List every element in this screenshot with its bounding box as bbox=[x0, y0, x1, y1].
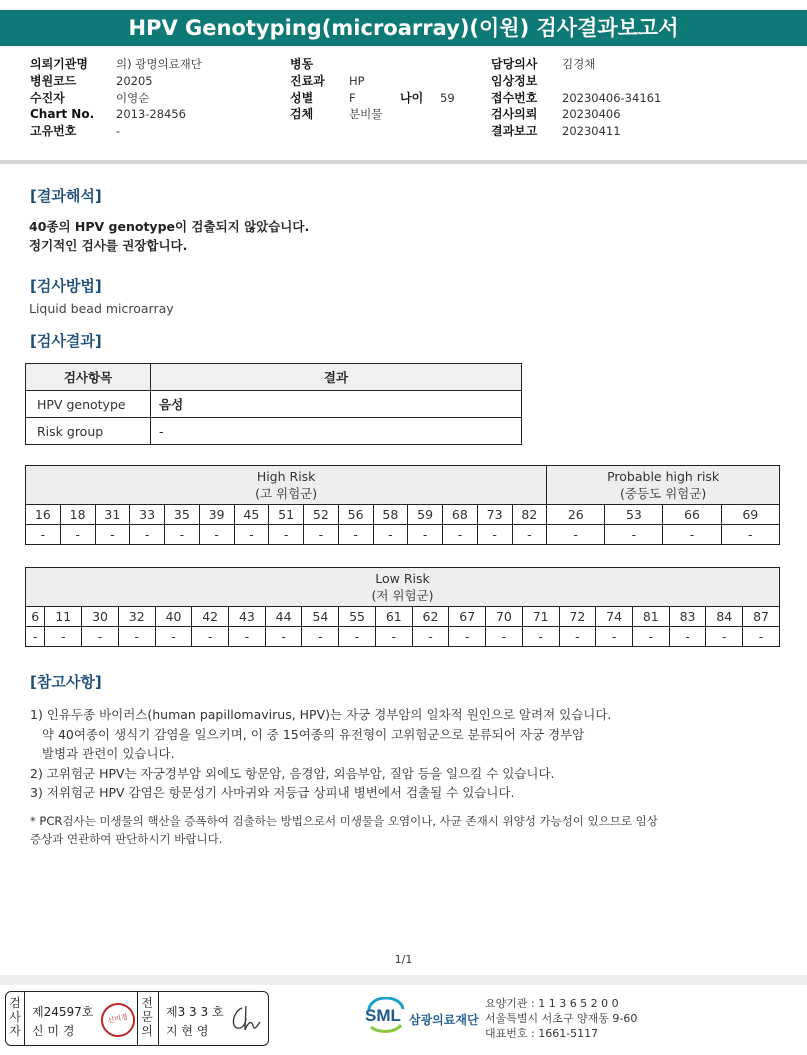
page-number: 1/1 bbox=[394, 953, 413, 966]
genotype-result-cell: - bbox=[192, 627, 229, 647]
result-value: 음성 bbox=[151, 391, 522, 418]
header-field bbox=[30, 73, 202, 90]
genotype-result-cell: - bbox=[669, 627, 706, 647]
section-notes: [참고사항] bbox=[30, 673, 102, 691]
genotype-cell: 51 bbox=[269, 505, 304, 525]
tester-name: 신 미 경 bbox=[32, 1024, 75, 1038]
specialist-name: 지 현 영 bbox=[166, 1024, 209, 1038]
genotype-result-cell: - bbox=[486, 627, 523, 647]
report-title: HPV Genotyping(microarray)(이원) 검사결과보고서 bbox=[0, 10, 807, 46]
field-label: 담당의사 bbox=[491, 57, 538, 71]
genotype-cell: 31 bbox=[95, 505, 130, 525]
table-row bbox=[26, 607, 780, 627]
genotype-result-cell: - bbox=[26, 627, 45, 647]
tester-label: 검 사 자 bbox=[9, 996, 21, 1038]
field-label: 임상정보 bbox=[491, 73, 538, 88]
genotype-cell: 68 bbox=[443, 505, 478, 525]
genotype-result-cell: - bbox=[721, 525, 779, 545]
field-value: F bbox=[349, 90, 356, 105]
genotype-result-cell: - bbox=[82, 627, 119, 647]
genotype-cell: 30 bbox=[82, 607, 119, 627]
genotype-result-cell: - bbox=[449, 627, 486, 647]
section-result: [검사결과] bbox=[30, 332, 102, 350]
table-row bbox=[26, 418, 522, 445]
genotype-result-cell: - bbox=[269, 525, 304, 545]
specialist-label: 전 문 의 bbox=[141, 996, 153, 1038]
footnote-line: 증상과 연관하여 판단하시기 바랍니다. bbox=[30, 832, 223, 846]
genotype-cell: 6 bbox=[26, 607, 45, 627]
genotype-result-cell: - bbox=[522, 627, 559, 647]
genotype-result-cell: - bbox=[743, 627, 780, 647]
genotype-cell: 33 bbox=[130, 505, 165, 525]
field-label: 의뢰기관명 bbox=[30, 57, 88, 71]
genotype-cell: 61 bbox=[375, 607, 412, 627]
tester-seal: 신미경 bbox=[98, 1000, 138, 1040]
table-row bbox=[26, 627, 780, 647]
field-value: 의) 광명의료재단 bbox=[116, 57, 202, 71]
genotype-cell: 18 bbox=[60, 505, 95, 525]
field-value: 20230406 bbox=[562, 107, 621, 122]
field-label: 검체 bbox=[290, 107, 314, 122]
field-label: 성별 bbox=[290, 90, 314, 105]
low-risk-header bbox=[26, 568, 780, 607]
result-item: HPV genotype bbox=[26, 391, 151, 418]
genotype-result-cell: - bbox=[155, 627, 192, 647]
table-row bbox=[26, 505, 780, 525]
genotype-cell: 82 bbox=[512, 505, 547, 525]
method-text: Liquid bead microarray bbox=[29, 301, 174, 316]
genotype-cell: 42 bbox=[192, 607, 229, 627]
age-value: 59 bbox=[440, 90, 455, 105]
genotype-cell: 56 bbox=[338, 505, 373, 525]
footer-divider bbox=[0, 975, 807, 985]
field-label: Chart No. bbox=[30, 107, 95, 122]
genotype-cell: 35 bbox=[165, 505, 200, 525]
genotype-cell: 87 bbox=[743, 607, 780, 627]
genotype-result-cell: - bbox=[443, 525, 478, 545]
low-risk-title: Low Risk bbox=[375, 571, 430, 586]
specialist-license: 제3 3 3 호 bbox=[166, 1005, 224, 1019]
probable-high-risk-title: Probable high risk bbox=[607, 469, 720, 484]
genotype-cell: 62 bbox=[412, 607, 449, 627]
probable-high-risk-subtitle: (중등도 위험군) bbox=[620, 486, 707, 501]
genotype-cell: 74 bbox=[596, 607, 633, 627]
header-field bbox=[491, 106, 661, 123]
header-field bbox=[290, 90, 382, 107]
genotype-cell: 45 bbox=[234, 505, 269, 525]
genotype-result-cell: - bbox=[412, 627, 449, 647]
footnote-line: * PCR검사는 미생물의 핵산을 증폭하여 검출하는 방법으로서 미생물을 오염이나, 사균 존재시 위양성 가능성이 있으므로 임상 bbox=[30, 814, 658, 828]
genotype-cell: 72 bbox=[559, 607, 596, 627]
header-divider bbox=[0, 160, 807, 164]
header-col-patient bbox=[30, 56, 202, 140]
genotype-cell: 67 bbox=[449, 607, 486, 627]
genotype-result-cell: - bbox=[596, 627, 633, 647]
note-line: 3) 저위험군 HPV 감염은 항문성기 사마귀와 저등급 상피내 병변에서 검출될 수 있습니다. bbox=[30, 785, 515, 800]
high-risk-subtitle: (고 위험군) bbox=[255, 486, 318, 501]
field-label: 고유번호 bbox=[30, 124, 77, 139]
field-label: 검사의뢰 bbox=[491, 107, 538, 122]
header-field bbox=[30, 123, 202, 140]
genotype-cell: 84 bbox=[706, 607, 743, 627]
genotype-result-cell: - bbox=[512, 525, 547, 545]
age-label: 나이 bbox=[400, 90, 424, 105]
org-address bbox=[485, 996, 637, 1041]
notes-list bbox=[30, 705, 611, 803]
genotype-cell: 32 bbox=[118, 607, 155, 627]
genotype-result-cell: - bbox=[60, 525, 95, 545]
probable-high-risk-header bbox=[547, 466, 780, 505]
interpretation-line: 정기적인 검사를 권장합니다. bbox=[29, 238, 188, 253]
genotype-result-cell: - bbox=[373, 525, 408, 545]
genotype-result-cell: - bbox=[45, 627, 82, 647]
genotype-result-cell: - bbox=[165, 525, 200, 545]
header-field bbox=[290, 106, 382, 123]
field-value: - bbox=[116, 124, 121, 139]
genotype-cell: 44 bbox=[265, 607, 302, 627]
age-field bbox=[400, 90, 455, 107]
section-method: [검사방법] bbox=[30, 277, 102, 295]
footnote bbox=[30, 812, 658, 848]
table-row bbox=[26, 391, 522, 418]
high-risk-title: High Risk bbox=[256, 469, 316, 484]
genotype-result-cell: - bbox=[229, 627, 266, 647]
header-field bbox=[491, 123, 661, 140]
interpretation-text bbox=[29, 217, 309, 255]
genotype-cell: 58 bbox=[373, 505, 408, 525]
high-risk-header bbox=[26, 466, 547, 505]
header-col-ward bbox=[290, 56, 382, 123]
field-value: 20230411 bbox=[562, 124, 621, 139]
genotype-cell: 81 bbox=[632, 607, 669, 627]
genotype-cell: 26 bbox=[547, 505, 605, 525]
genotype-cell: 55 bbox=[339, 607, 376, 627]
header-field bbox=[491, 56, 661, 73]
field-label: 결과보고 bbox=[491, 124, 538, 139]
header-field bbox=[290, 73, 382, 90]
genotype-cell: 52 bbox=[304, 505, 339, 525]
result-item: Risk group bbox=[26, 418, 151, 445]
header-field bbox=[290, 56, 382, 73]
genotype-cell: 70 bbox=[486, 607, 523, 627]
field-label: 병동 bbox=[290, 57, 314, 71]
field-value: 20230406-34161 bbox=[562, 90, 662, 105]
genotype-cell: 59 bbox=[408, 505, 443, 525]
field-value: 분비물 bbox=[349, 107, 383, 122]
result-header-item: 검사항목 bbox=[26, 364, 151, 391]
genotype-result-cell: - bbox=[304, 525, 339, 545]
genotype-result-cell: - bbox=[339, 627, 376, 647]
low-risk-subtitle: (저 위험군) bbox=[371, 588, 434, 603]
header-field bbox=[491, 73, 661, 90]
note-line: 2) 고위험군 HPV는 자궁경부암 외에도 항문암, 음경암, 외음부암, 질암 등을 일으킬 수 있습니다. bbox=[30, 765, 555, 781]
genotype-result-cell: - bbox=[632, 627, 669, 647]
genotype-result-cell: - bbox=[663, 525, 721, 545]
genotype-result-cell: - bbox=[234, 525, 269, 545]
org-line: 요양기관 : 1 1 3 6 5 2 0 0 bbox=[485, 997, 619, 1010]
genotype-cell: 73 bbox=[477, 505, 512, 525]
field-label: 수진자 bbox=[30, 90, 65, 105]
genotype-result-cell: - bbox=[302, 627, 339, 647]
genotype-cell: 16 bbox=[26, 505, 61, 525]
tester-license: 제24597호 bbox=[32, 1005, 94, 1019]
note-line: 약 40여종이 생식기 감염을 일으키며, 이 중 15여종의 유전형이 고위험군으로 분류되어 자궁 경부암 bbox=[30, 726, 585, 742]
genotype-cell: 83 bbox=[669, 607, 706, 627]
field-value: 20205 bbox=[116, 73, 153, 88]
genotype-cell: 54 bbox=[302, 607, 339, 627]
field-value: 2013-28456 bbox=[116, 107, 186, 122]
genotype-result-cell: - bbox=[477, 525, 512, 545]
header-col-request bbox=[491, 56, 661, 140]
genotype-result-cell: - bbox=[706, 627, 743, 647]
org-line: 서울특별시 서초구 양재동 9-60 bbox=[485, 1012, 638, 1025]
genotype-result-cell: - bbox=[547, 525, 605, 545]
genotype-result-cell: - bbox=[95, 525, 130, 545]
org-line: 대표번호 : 1661-5117 bbox=[485, 1027, 599, 1040]
genotype-result-cell: - bbox=[408, 525, 443, 545]
header-field bbox=[30, 56, 202, 73]
genotype-result-cell: - bbox=[605, 525, 663, 545]
high-risk-table bbox=[25, 465, 780, 545]
genotype-cell: 40 bbox=[155, 607, 192, 627]
genotype-result-cell: - bbox=[338, 525, 373, 545]
field-label: 진료과 bbox=[290, 73, 325, 88]
section-interpretation: [결과해석] bbox=[30, 187, 102, 205]
result-value: - bbox=[151, 418, 522, 445]
genotype-cell: 69 bbox=[721, 505, 779, 525]
genotype-cell: 71 bbox=[522, 607, 559, 627]
field-label: 병원코드 bbox=[30, 73, 77, 88]
header-info bbox=[0, 56, 807, 148]
field-value: HP bbox=[349, 73, 365, 88]
genotype-result-cell: - bbox=[130, 525, 165, 545]
genotype-result-cell: - bbox=[265, 627, 302, 647]
genotype-cell: 53 bbox=[605, 505, 663, 525]
header-field bbox=[491, 90, 661, 107]
genotype-cell: 43 bbox=[229, 607, 266, 627]
logo-text: SML bbox=[365, 1006, 401, 1025]
genotype-result-cell: - bbox=[375, 627, 412, 647]
signature-mark bbox=[228, 1004, 262, 1034]
signature-box bbox=[5, 991, 269, 1046]
genotype-result-cell: - bbox=[26, 525, 61, 545]
genotype-cell: 66 bbox=[663, 505, 721, 525]
genotype-result-cell: - bbox=[118, 627, 155, 647]
interpretation-line: 40종의 HPV genotype이 검출되지 않았습니다. bbox=[29, 219, 310, 234]
result-header-result: 결과 bbox=[151, 364, 522, 391]
header-field bbox=[30, 106, 202, 123]
field-value: 김경채 bbox=[562, 57, 596, 71]
genotype-result-cell: - bbox=[559, 627, 596, 647]
header-field bbox=[30, 90, 202, 107]
field-label: 접수번호 bbox=[491, 90, 538, 105]
note-line: 1) 인유두종 바이러스(human papillomavirus, HPV)는 자궁 경부암의 일차적 원인으로 알려져 있습니다. bbox=[30, 707, 612, 722]
org-name: 삼광의료재단 bbox=[409, 1013, 479, 1027]
field-value: 이영순 bbox=[116, 90, 150, 105]
note-line: 발병과 관련이 있습니다. bbox=[30, 746, 175, 761]
genotype-result-cell: - bbox=[199, 525, 234, 545]
low-risk-table bbox=[25, 567, 780, 647]
table-row bbox=[26, 525, 780, 545]
result-table bbox=[25, 363, 522, 445]
genotype-cell: 39 bbox=[199, 505, 234, 525]
genotype-cell: 11 bbox=[45, 607, 82, 627]
